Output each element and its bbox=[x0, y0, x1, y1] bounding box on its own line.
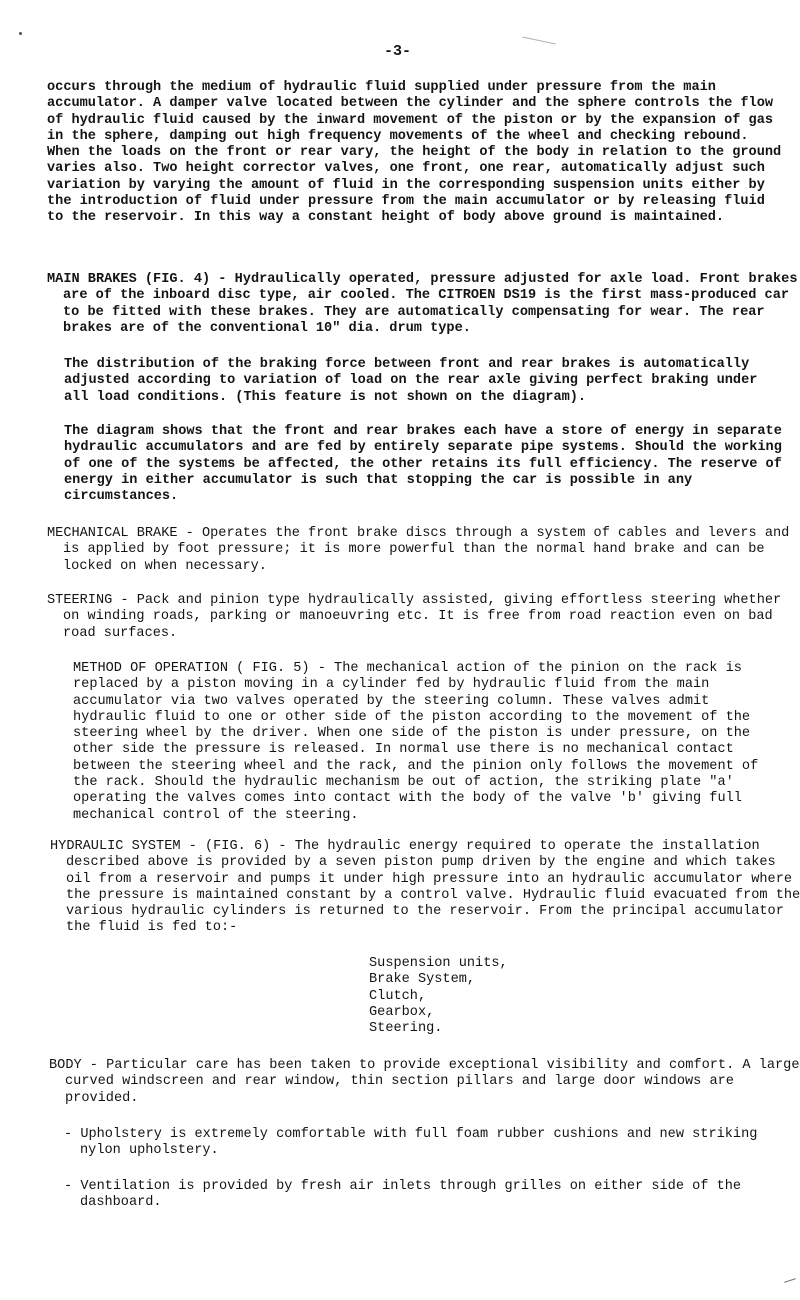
main-brakes-paragraph: MAIN BRAKES (FIG. 4) - Hydraulically operated, pressure adjusted for axle load. Front brakes are of the inboard disc type, air cooled. The CITROEN DS19 is the first mass-produced car to be fitted with these brakes. They are automatically compensating for wear. The rear brakes are of the conventional 10" dia. drum type. bbox=[47, 272, 798, 336]
mechanical-brake-paragraph: MECHANICAL BRAKE - Operates the front brake discs through a system of cables and levers and is applied by foot pressure; it is more powerful than the normal hand brake and can be locked on when necessary. bbox=[47, 526, 790, 574]
hydraulic-system-paragraph: HYDRAULIC SYSTEM - (FIG. 6) - The hydraulic energy required to operate the installation described above is provided by a seven piston pump driven by the engine and which takes oil from a reservoir and pumps it under high pressure into an hydraulic accumulator where the pressure is maintained constant by a control valve. Hydraulic fluid evacuated from the various hydraulic cylinders is returned to the reservoir. From the principal accumulator the fluid is fed to:- bbox=[50, 839, 800, 936]
suspension-continued-paragraph: occurs through the medium of hydraulic fluid supplied under pressure from the main accumulator. A damper valve located between the cylinder and the sphere controls the flow of hydraulic fluid caused by the inward movement of the piston or by the expansion of gas in the sphere, damping out high frequency movements of the wheel and checking rebound. When the loads on the front or rear vary, the height of the body in relation to the ground varies also. Two height corrector valves, one front, one rear, automatically adjust such variation by varying the amount of fluid in the corresponding suspension units either by the introduction of fluid under pressure from the main accumulator or by releasing fluid to the reservoir. In this way a constant height of body above ground is maintained. bbox=[47, 80, 782, 226]
page-number: -3- bbox=[384, 43, 412, 60]
list-item: Clutch, bbox=[369, 988, 427, 1004]
body-paragraph: BODY - Particular care has been taken to provide exceptional visibility and comfort. A large curved windscreen and rear window, thin section pillars and large door windows are provided. bbox=[49, 1058, 800, 1106]
method-of-operation-paragraph: METHOD OF OPERATION ( FIG. 5) - The mechanical action of the pinion on the rack is replaced by a piston moving in a cylinder fed by hydraulic fluid from the main accumulator via two valves operated by the steering column. These valves admit hydraulic fluid to one or other side of the piston according to the movement of the steering wheel by the driver. When one side of the piston is under pressure, on the other side the pressure is released. In normal use there is no mechanical contact between the steering wheel and the rack, and the pinion only follows the movement of the rack. Should the hydraulic mechanism be out of action, the striking plate "a' operating the valves comes into contact with the body of the valve 'b' giving full mechanical control of the steering. bbox=[73, 661, 759, 823]
scan-speck bbox=[19, 32, 22, 35]
list-item: Brake System, bbox=[369, 972, 476, 988]
diagram-accumulators-paragraph: The diagram shows that the front and rear brakes each have a store of energy in separate hydraulic accumulators and are fed by entirely separate pipe systems. Should the working of one of the systems be affected, the other retains its full efficiency. The reserve of energy in either accumulator is such that stopping the car is possible in any circumstances. bbox=[64, 424, 782, 505]
upholstery-paragraph: - Upholstery is extremely comfortable with full foam rubber cushions and new striking nylon upholstery. bbox=[64, 1127, 758, 1159]
ventilation-paragraph: - Ventilation is provided by fresh air inlets through grilles on either side of the dashboard. bbox=[64, 1179, 742, 1211]
corner-mark bbox=[784, 1278, 796, 1283]
pencil-stroke-mark bbox=[522, 36, 555, 44]
list-item: Suspension units, bbox=[369, 956, 508, 971]
list-item: Steering. bbox=[369, 1021, 443, 1037]
list-item: Gearbox, bbox=[369, 1004, 435, 1020]
steering-paragraph: STEERING - Pack and pinion type hydraulically assisted, giving effortless steering whether on winding roads, parking or manoeuvring etc. It is free from road reaction even on bad road surfaces. bbox=[47, 593, 782, 641]
braking-distribution-paragraph: The distribution of the braking force between front and rear brakes is automatically adjusted according to variation of load on the rear axle giving perfect braking under all load conditions. (This feature is not shown on the diagram). bbox=[64, 357, 758, 405]
fed-to-list bbox=[369, 956, 669, 1037]
